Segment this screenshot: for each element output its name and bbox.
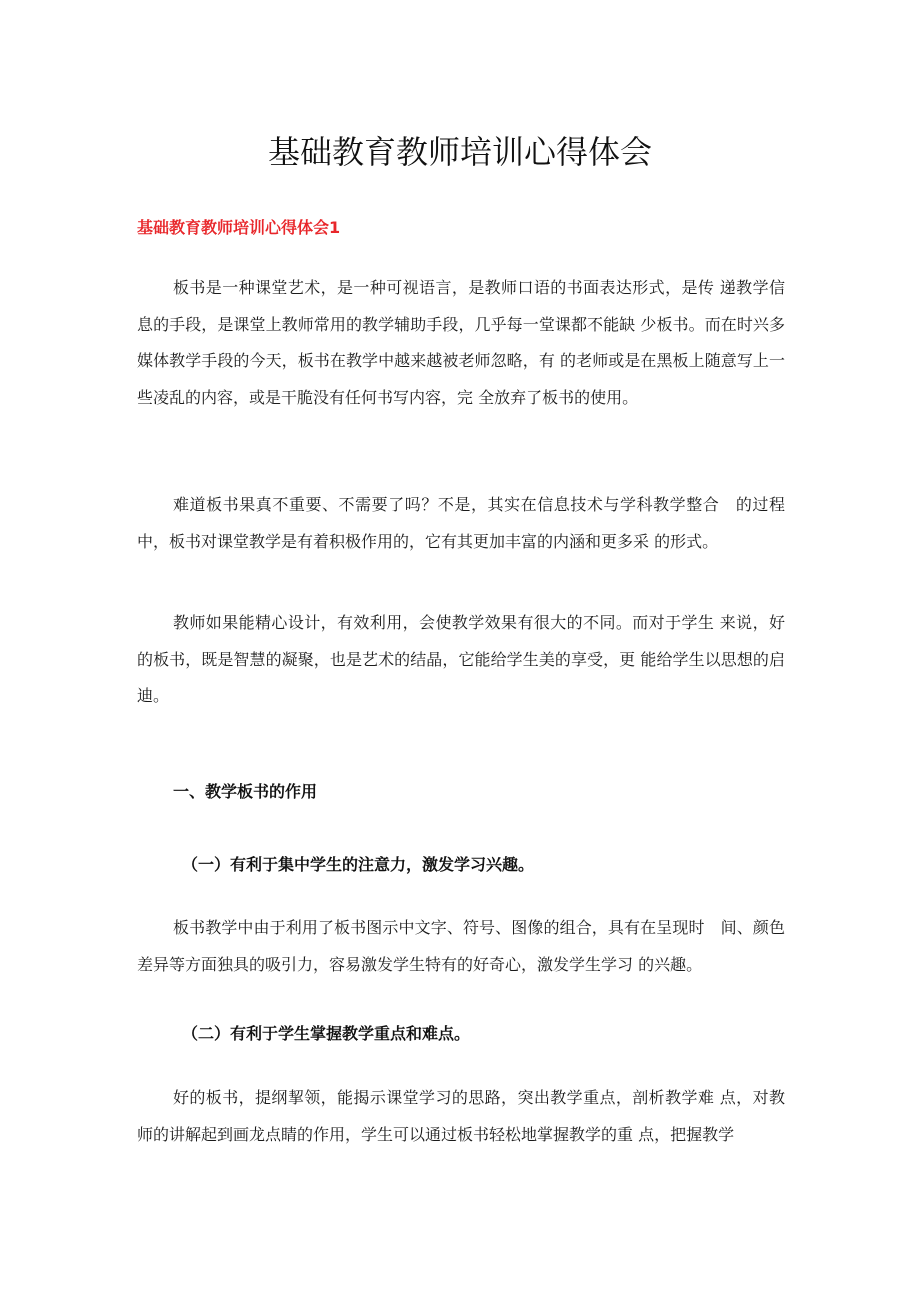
paragraph-5: 好的板书，提纲挈领，能揭示课堂学习的思路，突出教学重点，剖析教学难 点，对教师的讲解起到画龙点睛的作用，学生可以通过板书轻松地掌握教学的重 点，把握教学 [137,1088,785,1144]
paragraph-3: 教师如果能精心设计，有效利用，会使教学效果有很大的不同。而对于学生 来说，好的板书，既是智慧的凝聚，也是艺术的结晶，它能给学生美的享受，更 能给学生以思想的启迪。 [137,613,785,705]
paragraph-2: 难道板书果真不重要、不需要了吗？不是，其实在信息技术与学科教学整合 的过程中，板书对课堂教学是有着积极作用的，它有其更加丰富的内涵和更多采 的形式。 [137,495,785,551]
section-title: 基础教育教师培训心得体会1 [137,218,341,237]
paragraph-1: 板书是一种课堂艺术，是一种可视语言，是教师口语的书面表达形式，是传 递教学信息的手段，是课堂上教师常用的教学辅助手段，几乎每一堂课都不能缺 少板书。而在时兴多媒体教学手段的今天，板书在教学中越来越被老师忽略，有 的老师或是在黑板上随意写上一些凌乱的内容，或是干脆没有任何书写内容，完 全放弃了板书的使用。 [137,278,785,407]
subheading-attention: （一）有利于集中学生的注意力，激发学习兴趣。 [182,855,535,874]
heading-board-writing-role: 一、教学板书的作用 [173,782,318,801]
document-title: 基础教育教师培训心得体会 [267,133,652,171]
subheading-key-points: （二）有利于学生掌握教学重点和难点。 [182,1024,471,1043]
paragraph-4: 板书教学中由于利用了板书图示中文字、符号、图像的组合，具有在呈现时 间、颜色差异等方面独具的吸引力，容易激发学生特有的好奇心，激发学生学习 的兴趣。 [137,918,785,974]
